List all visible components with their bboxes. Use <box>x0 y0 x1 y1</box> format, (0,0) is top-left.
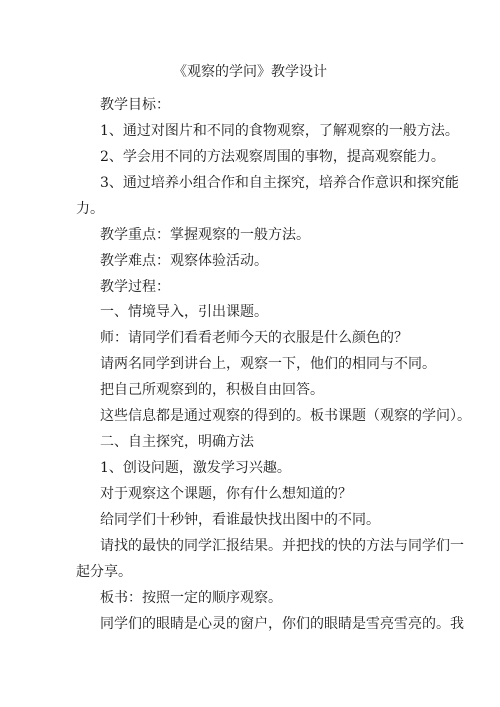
text-line: 力。 <box>76 201 104 217</box>
text-line: 这些信息都是通过观察的得到的。板书课题（观察的学问）。 <box>100 408 471 424</box>
text-line: 一、情境导入，引出课题。 <box>100 304 268 320</box>
document-title: 《观察的学问》教学设计 <box>173 64 327 80</box>
text-line: 教学过程： <box>100 279 170 295</box>
text-line: 对于观察这个课题，你有什么想知道的？ <box>100 486 352 502</box>
text-line: 3、通过培养小组合作和自主探究，培养合作意识和探究能 <box>100 175 459 191</box>
text-line: 教学目标： <box>100 97 170 113</box>
text-line: 请找的最快的同学汇报结果。并把找的快的方法与同学们一 <box>100 538 464 554</box>
text-line: 教学难点：观察体验活动。 <box>100 253 268 269</box>
text-line: 把自己所观察到的，积极自由回答。 <box>100 382 324 398</box>
text-line: 师：请同学们看看老师今天的衣服是什么颜色的？ <box>100 330 408 346</box>
text-line: 2、学会用不同的方法观察周围的事物，提高观察能力。 <box>100 149 445 165</box>
text-line: 板书：按照一定的顺序观察。 <box>100 590 282 606</box>
text-line: 教学重点：掌握观察的一般方法。 <box>100 227 310 243</box>
text-line: 起分享。 <box>76 564 132 580</box>
text-line: 二、自主探究，明确方法 <box>100 434 254 450</box>
text-line: 给同学们十秒钟，看谁最快找出图中的不同。 <box>100 512 380 528</box>
text-line: 1、通过对图片和不同的食物观察，了解观察的一般方法。 <box>100 123 459 139</box>
text-line: 1、创设问题，激发学习兴趣。 <box>100 460 291 476</box>
text-line: 请两名同学到讲台上，观察一下，他们的相同与不同。 <box>100 356 436 372</box>
text-line: 同学们的眼睛是心灵的窗户，你们的眼睛是雪亮雪亮的。我 <box>100 616 464 632</box>
